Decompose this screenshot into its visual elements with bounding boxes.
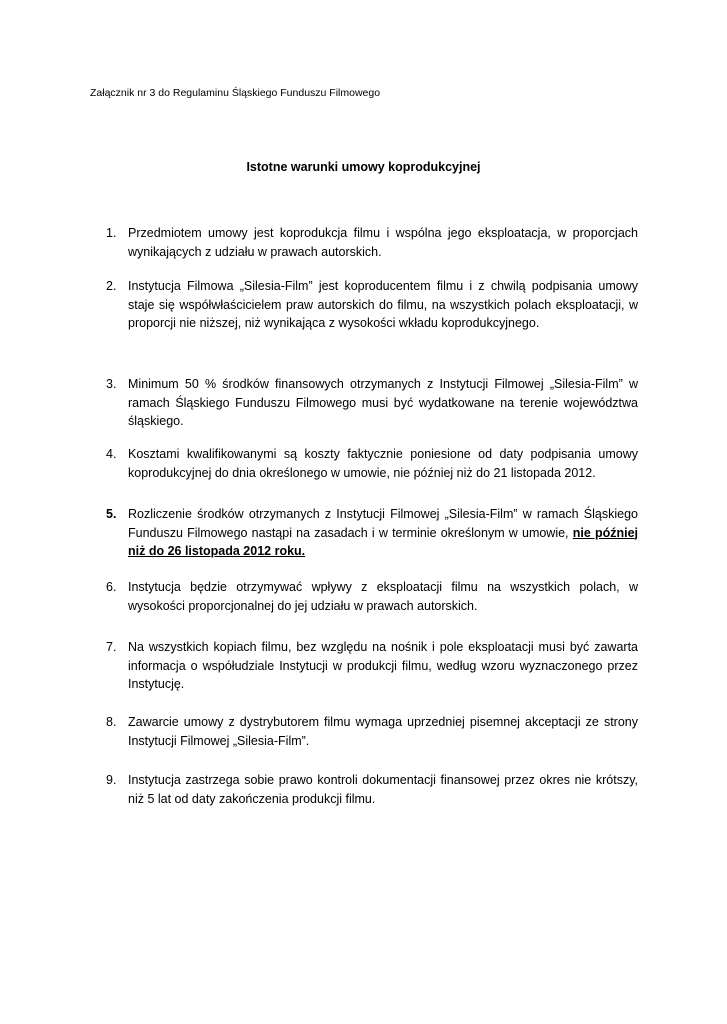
clause-number: 2. bbox=[106, 279, 117, 293]
deadline-emphasis: nie później niż do 26 listopada 2012 roku. bbox=[128, 525, 639, 558]
clause-text: Minimum 50 % środków finansowych otrzymanych z Instytucji Filmowej „Silesia-Film” w ramach Śląskiego Funduszu Filmowego musi być wydatkowane na terenie województwa śląskiego. bbox=[128, 377, 638, 428]
clause-number: 4. bbox=[106, 447, 117, 461]
clause-number: 7. bbox=[106, 640, 117, 654]
clause-number: 1. bbox=[106, 226, 117, 240]
clause-number: 6. bbox=[106, 580, 117, 594]
clause-1 bbox=[106, 224, 638, 261]
clause-text: Instytucja zastrzega sobie prawo kontroli dokumentacji finansowej przez okres nie krótszy, niż 5 lat od daty zakończenia produkcji filmu. bbox=[128, 773, 638, 806]
clause-text-main: Rozliczenie środków otrzymanych z Instytucji Filmowej „Silesia-Film” w ramach Śląskiego Funduszu Filmowego nastąpi na zasadach i w terminie określonym w umowie, bbox=[128, 507, 638, 540]
clause-number: 9. bbox=[106, 773, 117, 787]
clause-5 bbox=[106, 505, 638, 561]
clause-2 bbox=[106, 277, 638, 333]
clause-8 bbox=[106, 713, 638, 750]
clause-number: 5. bbox=[106, 507, 117, 521]
clause-text: Kosztami kwalifikowanymi są koszty faktycznie poniesione od daty podpisania umowy koprodukcyjnej do dnia określonego w umowie, nie później niż do 21 listopada 2012. bbox=[128, 447, 638, 480]
clause-text: Instytucja będzie otrzymywać wpływy z eksploatacji filmu na wszystkich polach, w wysokości proporcjonalnej do jej udziału w prawach autorskich. bbox=[128, 580, 638, 613]
document-title: Istotne warunki umowy koprodukcyjnej bbox=[246, 160, 481, 174]
clause-7 bbox=[106, 638, 638, 694]
clause-text bbox=[128, 505, 638, 561]
clause-number: 3. bbox=[106, 377, 117, 391]
clause-text: Przedmiotem umowy jest koprodukcja filmu i wspólna jego eksploatacja, w proporcjach wynikających z udziału w prawach autorskich. bbox=[128, 226, 638, 259]
clause-text: Zawarcie umowy z dystrybutorem filmu wymaga uprzedniej pisemnej akceptacji ze strony Instytucji Filmowej „Silesia-Film”. bbox=[128, 715, 638, 748]
clause-6 bbox=[106, 578, 638, 615]
clause-9 bbox=[106, 771, 638, 808]
attachment-header-note: Załącznik nr 3 do Regulaminu Śląskiego Funduszu Filmowego bbox=[90, 87, 381, 99]
clause-number: 8. bbox=[106, 715, 117, 729]
clause-text: Instytucja Filmowa „Silesia-Film” jest koproducentem filmu i z chwilą podpisania umowy staje się współwłaścicielem praw autorskich do filmu, na wszystkich polach eksploatacji, w proporcji nie niższej, niż wynikająca z wysokości wkładu koprodukcyjnego. bbox=[128, 279, 638, 330]
clause-4 bbox=[106, 445, 638, 482]
clause-3 bbox=[106, 375, 638, 431]
clause-text: Na wszystkich kopiach filmu, bez względu na nośnik i pole eksploatacji musi być zawarta informacja o współudziale Instytucji w produkcji filmu, według wzoru wyznaczonego przez Instytucję. bbox=[128, 640, 638, 691]
